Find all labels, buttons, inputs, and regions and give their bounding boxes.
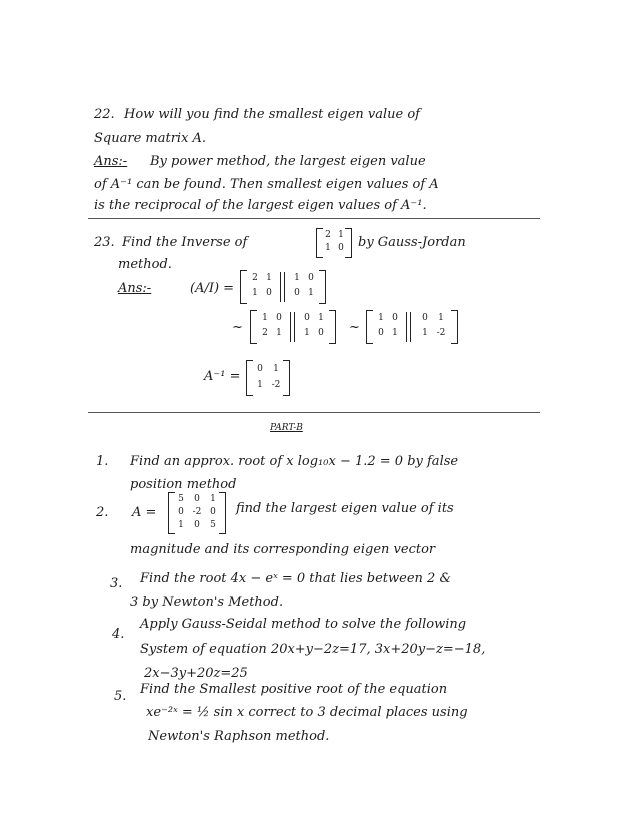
part-b-q1-line1: Find an approx. root of x log₁₀x − 1.2 = 0 by false <box>130 454 459 469</box>
q22-answer-label: Ans:- <box>94 154 128 169</box>
part-b-q2-line1: find the largest eigen value of its <box>236 501 454 516</box>
q22-answer-line3: is the reciprocal of the largest eigen values of A⁻¹. <box>94 198 427 213</box>
q23-answer-label: Ans:- <box>118 281 152 296</box>
q23-inverse-label: A⁻¹ = <box>204 369 241 384</box>
part-b-q3-number: 3. <box>110 576 123 591</box>
q23-tilde-2: ~ <box>349 320 360 335</box>
q22-question-line2: Square matrix A. <box>94 131 207 146</box>
q22-answer-line1: By power method, the largest eigen value <box>150 154 426 169</box>
q23-inverse-matrix: 0 1 1 -2 <box>246 360 290 396</box>
part-b-q4-line1: Apply Gauss-Seidal method to solve the following <box>140 617 467 632</box>
q23-augmented-matrix-2: 1 0 2 1 0 1 1 0 <box>250 310 336 344</box>
q23-augmented-label: (A/I) = <box>190 281 235 296</box>
part-b-q5-line3: Newton's Raphson method. <box>148 729 330 744</box>
part-b-q5-line2: xe⁻²ˣ = ½ sin x correct to 3 decimal places using <box>146 705 468 720</box>
q22-number: 22. <box>94 107 115 122</box>
part-b-q2-number: 2. <box>96 505 109 520</box>
part-b-q1-line2: position method <box>130 477 237 492</box>
part-b-q5-number: 5. <box>114 689 127 704</box>
part-b-q3-line2: 3 by Newton's Method. <box>130 595 284 610</box>
q23-question-line1-end: by Gauss-Jordan <box>358 235 466 250</box>
part-b-q1-number: 1. <box>96 454 109 469</box>
part-b-heading: PART-B <box>270 423 303 433</box>
part-b-q4-line2: System of equation 20x+y−2z=17, 3x+20y−z=−18, <box>140 642 486 657</box>
q23-matrix: 2 1 1 0 <box>316 228 352 258</box>
q23-question-line2: method. <box>118 257 172 272</box>
q23-augmented-matrix-3: 1 0 0 1 0 1 1 -2 <box>366 310 458 344</box>
q23-question-line1-start: Find the Inverse of <box>122 235 248 250</box>
q23-number: 23. <box>94 235 115 250</box>
part-b-q4-number: 4. <box>112 627 125 642</box>
part-b-q2-line2: magnitude and its corresponding eigen vector <box>130 542 436 557</box>
divider-1 <box>88 218 540 219</box>
q23-augmented-matrix-1: 2 1 1 0 1 0 0 1 <box>240 270 326 304</box>
q22-answer-line2: of A⁻¹ can be found. Then smallest eigen values of A <box>94 177 439 192</box>
divider-2 <box>88 412 540 413</box>
part-b-q2-matrix-label: A = <box>132 505 157 520</box>
part-b-q4-line3: 2x−3y+20z=25 <box>144 666 248 681</box>
q22-question-line1: How will you find the smallest eigen value of <box>124 107 420 122</box>
part-b-q3-line1: Find the root 4x − eˣ = 0 that lies between 2 & <box>140 571 452 586</box>
q23-tilde-1: ~ <box>232 320 243 335</box>
part-b-q5-line1: Find the Smallest positive root of the equation <box>140 682 448 697</box>
part-b-q2-matrix: 5 0 1 0 -2 0 1 0 5 <box>168 492 226 534</box>
